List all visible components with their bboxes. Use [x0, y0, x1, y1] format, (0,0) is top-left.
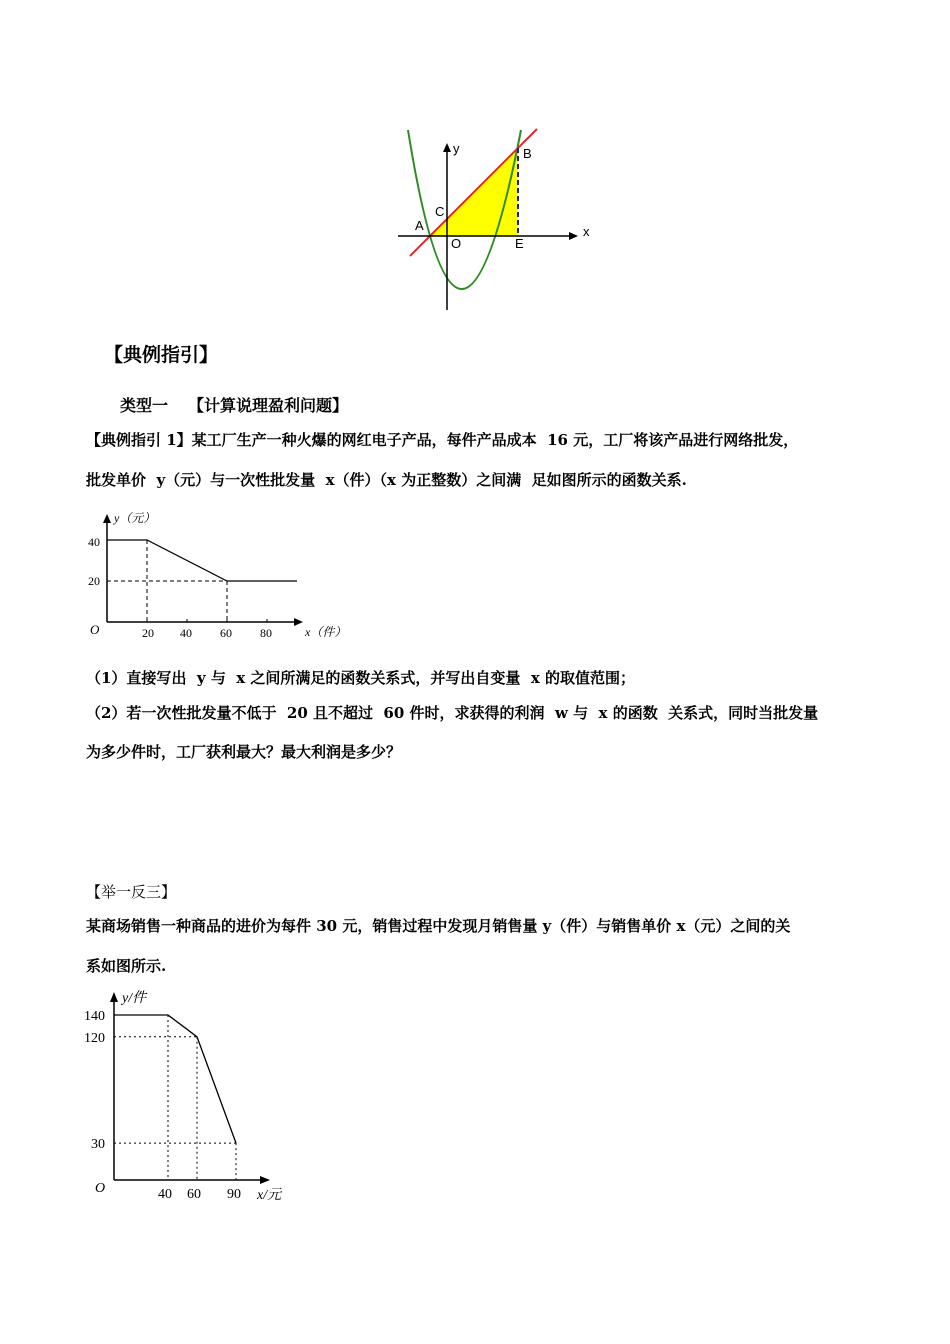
- practice-line1-text: 某商场销售一种商品的进价为每件 30 元，销售过程中发现月销售量 y（件）与销售单价 x（元）之间的关: [86, 917, 791, 935]
- chart1-ytick-20: 20: [88, 574, 100, 588]
- type-topic: 【计算说理盈利问题】: [188, 396, 349, 415]
- practice-line1: [86, 915, 790, 936]
- x-axis-arrow: [569, 232, 578, 240]
- label-y: y: [453, 141, 460, 156]
- chart2: [80, 985, 310, 1205]
- chart1-series-line: [107, 540, 297, 581]
- example1-line1: [86, 429, 798, 450]
- chart2-ylabel: y/件: [122, 991, 147, 1006]
- label-a: A: [415, 218, 424, 233]
- chart2-xtick-40: 40: [158, 1187, 172, 1202]
- chart1-x-arrow: [294, 618, 303, 626]
- question2-line1-text: （2）若一次性批发量不低于 20 且不超过 60 件时，求获得的利润 w 与 x 的函数 关系式，同时当批发量: [86, 704, 819, 722]
- chart2-ytick-120: 120: [84, 1031, 105, 1046]
- label-x: x: [583, 224, 590, 239]
- chart2-xtick-90: 90: [227, 1187, 241, 1202]
- question1-text: （1）直接写出 y 与 x 之间所满足的函数关系式，并写出自变量 x 的取值范围；: [86, 669, 636, 687]
- chart1: [85, 505, 355, 645]
- chart1-xtick-40: 40: [180, 626, 192, 640]
- practice-line2-text: 系如图所示.: [86, 957, 167, 975]
- example1-line1-text: 【典例指引 1】某工厂生产一种火爆的网红电子产品，每件产品成本 16 元，工厂将该产品进行网络批发，: [86, 431, 799, 449]
- chart2-x-arrow: [260, 1176, 270, 1184]
- chart2-xtick-60: 60: [187, 1187, 201, 1202]
- question2-line2-text: 为多少件时，工厂获利最大？最大利润是多少？: [86, 743, 402, 761]
- chart2-y-arrow: [110, 992, 118, 1002]
- example1-line2: [86, 469, 687, 490]
- chart1-ylabel: y（元）: [114, 511, 156, 525]
- chart1-y-arrow: [103, 514, 111, 523]
- chart2-xlabel: x/元: [257, 1188, 282, 1203]
- chart2-origin: O: [95, 1181, 106, 1196]
- type-heading: [120, 393, 348, 416]
- chart2-ytick-140: 140: [84, 1009, 105, 1024]
- question2-line1: [86, 702, 818, 723]
- practice-line2: [86, 955, 166, 976]
- y-axis-arrow: [443, 143, 451, 152]
- practice-title: 【举一反三】: [86, 883, 177, 901]
- example1-line2-text: 批发单价 y（元）与一次性批发量 x（件）（x 为正整数）之间满 足如图所示的函数关系.: [86, 471, 687, 489]
- label-o: O: [451, 236, 462, 251]
- question2-line2: [86, 741, 401, 762]
- chart1-ytick-40: 40: [88, 535, 100, 549]
- parabola-line-figure: [395, 125, 595, 315]
- label-b: B: [523, 146, 532, 161]
- label-e: E: [515, 236, 524, 251]
- section-title: 【典例指引】: [104, 344, 219, 366]
- type-label: 类型一: [120, 396, 169, 415]
- question1: [86, 667, 635, 688]
- chart1-origin: O: [90, 622, 100, 637]
- chart2-series-line: [114, 1015, 236, 1143]
- chart1-xtick-80: 80: [260, 626, 272, 640]
- label-c: C: [435, 204, 445, 219]
- chart2-ytick-30: 30: [91, 1137, 105, 1152]
- chart1-xtick-20: 20: [142, 626, 154, 640]
- chart1-xtick-60: 60: [220, 626, 232, 640]
- chart1-xlabel: x（件）: [305, 625, 347, 639]
